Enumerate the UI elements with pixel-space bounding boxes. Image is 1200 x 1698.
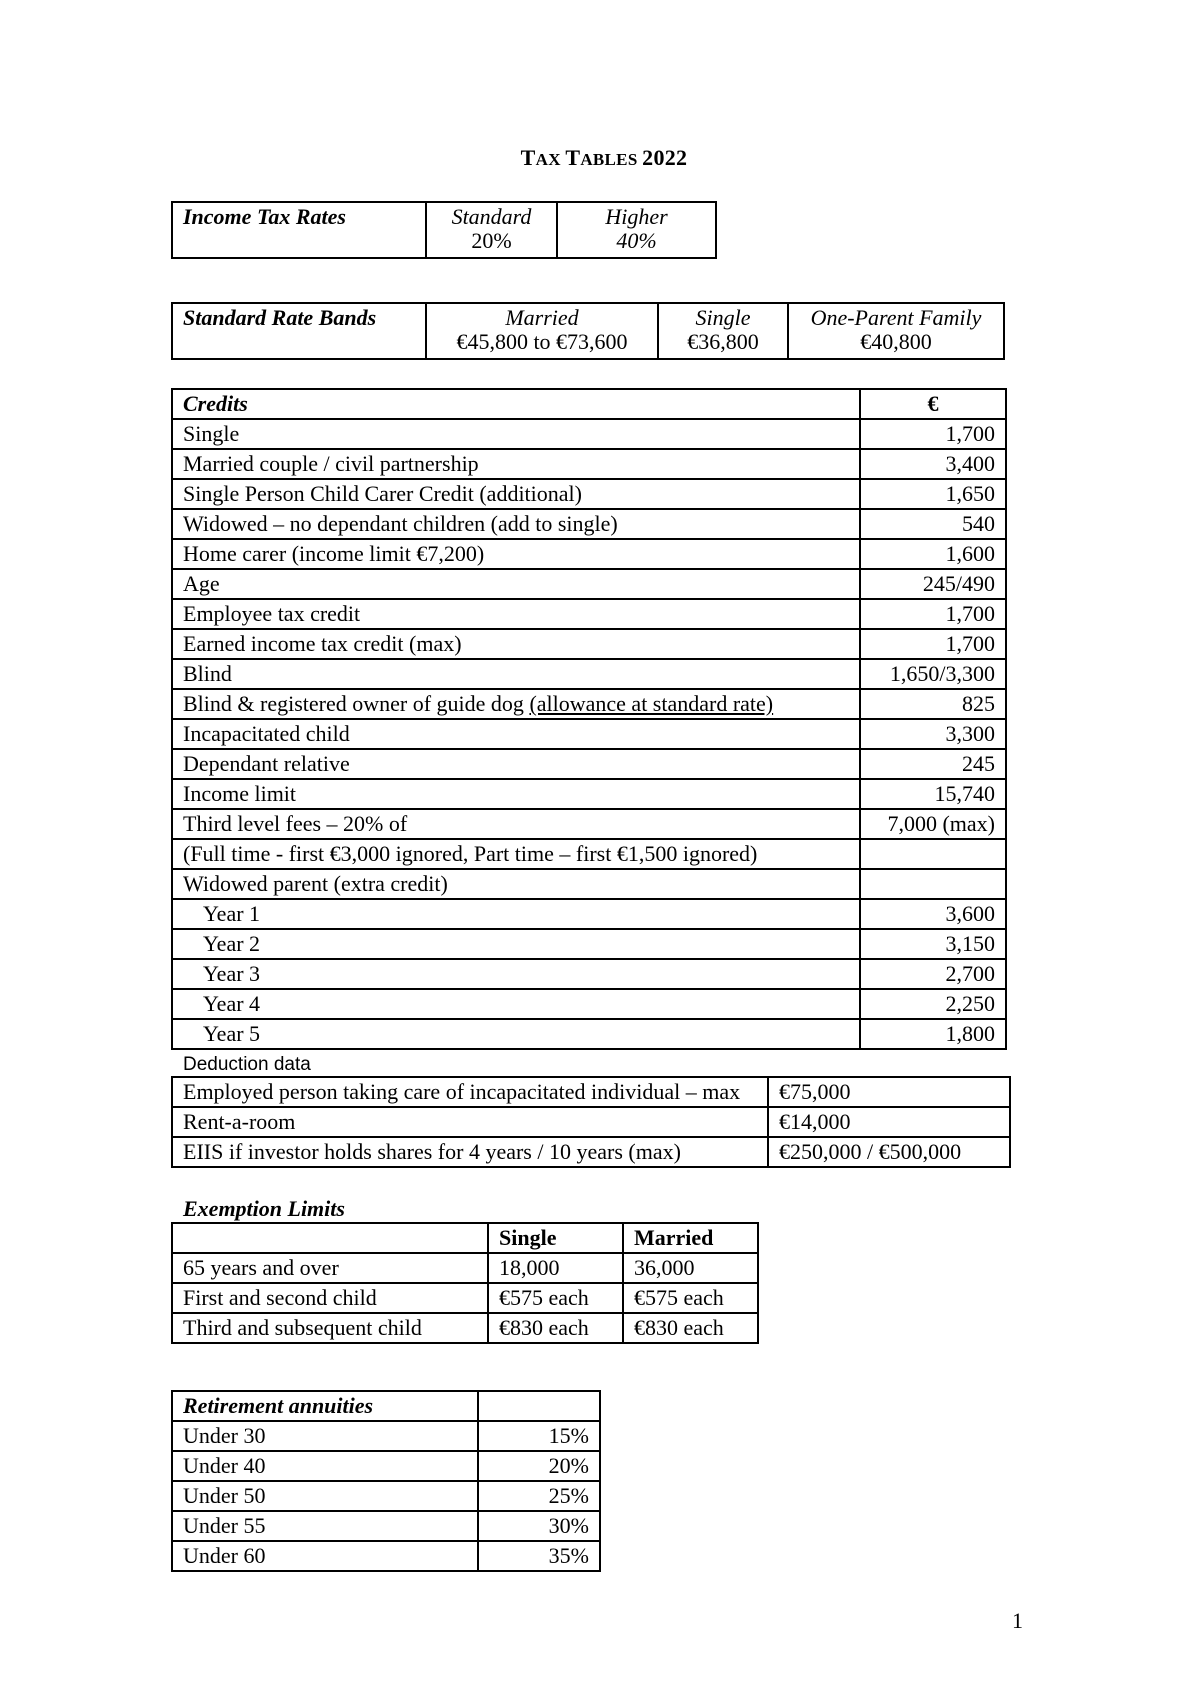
deduction-row <box>172 1137 1010 1167</box>
page-number: 1 <box>1012 1608 1023 1633</box>
credits-header-row <box>172 389 1006 419</box>
exemption-married-value: 36,000 <box>623 1253 758 1283</box>
exemption-single-value: €575 each <box>488 1283 623 1313</box>
credits-table <box>171 388 1007 1050</box>
credits-row <box>172 689 1006 719</box>
income-tax-rates-label: Income Tax Rates <box>172 202 426 258</box>
deduction-row <box>172 1077 1010 1107</box>
exemption-row <box>172 1253 758 1283</box>
credit-label <box>172 749 860 779</box>
single-band-cell: Single €36,800 <box>658 303 788 359</box>
credit-label-text: (Full time - first €3,000 ignored, Part time – first €1,500 ignored) <box>183 841 758 866</box>
retirement-row <box>172 1541 600 1571</box>
credit-value: 1,650 <box>860 479 1006 509</box>
credit-label <box>172 689 860 719</box>
credit-value: 1,650/3,300 <box>860 659 1006 689</box>
credit-label-text: Income limit <box>183 781 297 806</box>
credit-value: 1,700 <box>860 629 1006 659</box>
credit-label-text: Employee tax credit <box>183 601 361 626</box>
credit-value: 7,000 (max) <box>860 809 1006 839</box>
credits-row <box>172 539 1006 569</box>
deduction-label: Rent-a-room <box>172 1107 768 1137</box>
retirement-value: 20% <box>478 1451 600 1481</box>
retirement-header-blank <box>478 1391 600 1421</box>
retirement-header: Retirement annuities <box>172 1391 478 1421</box>
credit-value: 3,400 <box>860 449 1006 479</box>
credit-label-text: Married couple / civil partnership <box>183 451 479 476</box>
credits-row <box>172 719 1006 749</box>
credit-label <box>172 509 860 539</box>
credits-row <box>172 509 1006 539</box>
credit-label-text: Earned income tax credit (max) <box>183 631 462 656</box>
credits-row <box>172 779 1006 809</box>
retirement-header-row <box>172 1391 600 1421</box>
retirement-label: Under 60 <box>172 1541 478 1571</box>
credits-row <box>172 1019 1006 1049</box>
credit-label <box>172 899 860 929</box>
credits-row <box>172 749 1006 779</box>
one-parent-family-band-cell: One-Parent Family €40,800 <box>788 303 1004 359</box>
retirement-label: Under 50 <box>172 1481 478 1511</box>
retirement-label: Under 40 <box>172 1451 478 1481</box>
credit-value: 15,740 <box>860 779 1006 809</box>
credits-row <box>172 929 1006 959</box>
exemption-married-value: €575 each <box>623 1283 758 1313</box>
deduction-label: EIIS if investor holds shares for 4 years / 10 years (max) <box>172 1137 768 1167</box>
credit-label-text: Dependant relative <box>183 751 350 776</box>
exemption-label: Third and subsequent child <box>172 1313 488 1343</box>
credit-label-text: Year 4 <box>203 991 261 1016</box>
credit-label <box>172 479 860 509</box>
deduction-label: Employed person taking care of incapacitated individual – max <box>172 1077 768 1107</box>
credit-value: 3,150 <box>860 929 1006 959</box>
credit-label <box>172 869 860 899</box>
credit-label <box>172 779 860 809</box>
exemption-col-married: Married <box>623 1223 758 1253</box>
credits-row <box>172 869 1006 899</box>
credit-value: 540 <box>860 509 1006 539</box>
exemption-single-value: 18,000 <box>488 1253 623 1283</box>
credit-label <box>172 929 860 959</box>
exemption-married-value: €830 each <box>623 1313 758 1343</box>
credit-label-text: Blind & registered owner of guide dog <box>183 691 530 716</box>
credit-label-text: Single Person Child Carer Credit (additional) <box>183 481 582 506</box>
credit-value: 1,800 <box>860 1019 1006 1049</box>
deduction-row <box>172 1107 1010 1137</box>
credit-label-text: Blind <box>183 661 232 686</box>
credit-label <box>172 719 860 749</box>
credit-label-text: Year 1 <box>203 901 261 926</box>
standard-rate-cell: Standard 20% <box>426 202 557 258</box>
exemption-header-row <box>172 1223 758 1253</box>
credit-label-text: Single <box>183 421 240 446</box>
deduction-value: €14,000 <box>768 1107 1010 1137</box>
credit-label <box>172 1019 860 1049</box>
credit-value <box>860 839 1006 869</box>
credit-label-text: Widowed – no dependant children (add to single) <box>183 511 618 536</box>
credits-row <box>172 809 1006 839</box>
exemption-row <box>172 1313 758 1343</box>
credit-value: 825 <box>860 689 1006 719</box>
credits-row <box>172 629 1006 659</box>
credit-value: 1,700 <box>860 599 1006 629</box>
retirement-row <box>172 1451 600 1481</box>
credit-value: 245 <box>860 749 1006 779</box>
retirement-row <box>172 1511 600 1541</box>
credit-label-text: Year 2 <box>203 931 261 956</box>
retirement-annuities-table <box>171 1390 601 1572</box>
credit-value: 245/490 <box>860 569 1006 599</box>
credit-value: 2,700 <box>860 959 1006 989</box>
credit-label-text: Age <box>183 571 220 596</box>
credit-label <box>172 809 860 839</box>
deduction-data-caption: Deduction data <box>183 1054 311 1075</box>
exemption-label: First and second child <box>172 1283 488 1313</box>
exemption-col-single: Single <box>488 1223 623 1253</box>
deduction-data-table <box>171 1076 1011 1168</box>
standard-rate-bands-table <box>171 302 1005 360</box>
credit-label-text: Incapacitated child <box>183 721 350 746</box>
credit-label <box>172 959 860 989</box>
credit-value: 1,600 <box>860 539 1006 569</box>
credit-value: 3,300 <box>860 719 1006 749</box>
credits-row <box>172 419 1006 449</box>
retirement-value: 15% <box>478 1421 600 1451</box>
credits-row <box>172 479 1006 509</box>
exemption-limits-heading: Exemption Limits <box>183 1196 345 1221</box>
retirement-label: Under 30 <box>172 1421 478 1451</box>
retirement-value: 35% <box>478 1541 600 1571</box>
credit-value: 1,700 <box>860 419 1006 449</box>
credits-row <box>172 569 1006 599</box>
exemption-label: 65 years and over <box>172 1253 488 1283</box>
retirement-value: 25% <box>478 1481 600 1511</box>
credit-value: 3,600 <box>860 899 1006 929</box>
credit-label-text: Home carer (income limit €7,200) <box>183 541 485 566</box>
exemption-single-value: €830 each <box>488 1313 623 1343</box>
credits-row <box>172 449 1006 479</box>
credit-label <box>172 629 860 659</box>
page-title: TAX TABLES 2022 <box>520 145 688 170</box>
credit-label <box>172 539 860 569</box>
currency-header: € <box>860 389 1006 419</box>
credit-label-text: Third level fees – 20% of <box>183 811 408 836</box>
credits-row <box>172 599 1006 629</box>
credits-row <box>172 959 1006 989</box>
married-band-cell: Married €45,800 to €73,600 <box>426 303 658 359</box>
retirement-label: Under 55 <box>172 1511 478 1541</box>
credits-row <box>172 659 1006 689</box>
exemption-row <box>172 1283 758 1313</box>
deduction-value: €250,000 / €500,000 <box>768 1137 1010 1167</box>
credits-row <box>172 839 1006 869</box>
credit-label <box>172 569 860 599</box>
credits-row <box>172 989 1006 1019</box>
credit-value <box>860 869 1006 899</box>
credit-label-underlined: (allowance at standard rate) <box>529 691 774 716</box>
retirement-value: 30% <box>478 1511 600 1541</box>
credit-label-text: Year 3 <box>203 961 261 986</box>
credit-label <box>172 659 860 689</box>
credit-label <box>172 599 860 629</box>
deduction-value: €75,000 <box>768 1077 1010 1107</box>
credit-label <box>172 989 860 1019</box>
credit-value: 2,250 <box>860 989 1006 1019</box>
credit-label <box>172 839 860 869</box>
exemption-limits-table <box>171 1222 759 1344</box>
credits-row <box>172 899 1006 929</box>
credit-label <box>172 449 860 479</box>
income-tax-rates-table <box>171 201 717 259</box>
credit-label-text: Year 5 <box>203 1021 261 1046</box>
standard-rate-bands-label: Standard Rate Bands <box>172 303 426 359</box>
exemption-header-blank <box>172 1223 488 1253</box>
retirement-row <box>172 1481 600 1511</box>
retirement-row <box>172 1421 600 1451</box>
credit-label-text: Widowed parent (extra credit) <box>183 871 448 896</box>
credit-label <box>172 419 860 449</box>
higher-rate-cell: Higher 40% <box>557 202 716 258</box>
credits-header: Credits <box>172 389 860 419</box>
